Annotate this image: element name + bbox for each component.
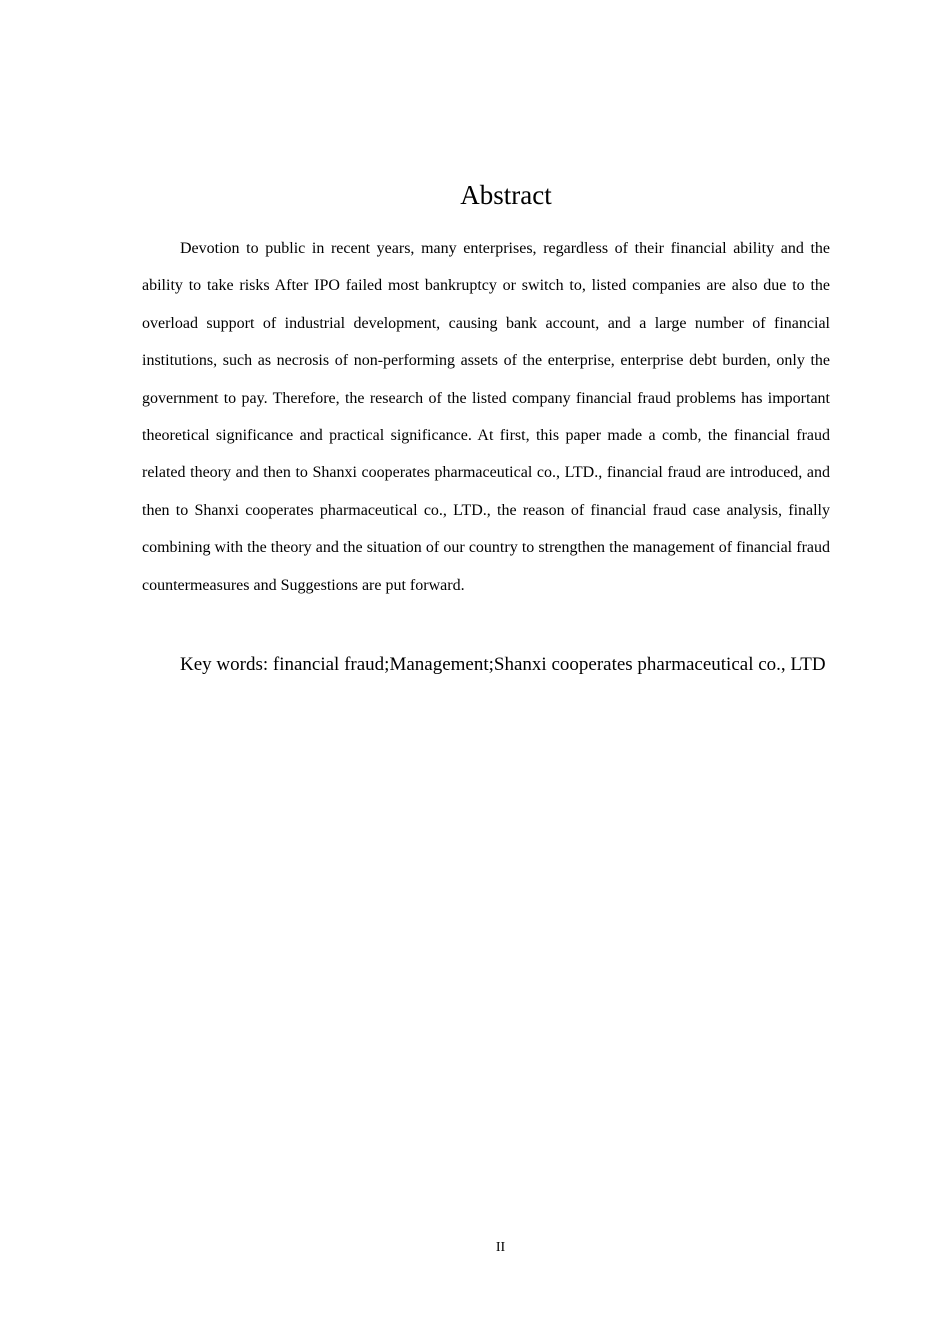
keywords-line: Key words: financial fraud;Management;Shanxi cooperates pharmaceutical co., LTD [180, 654, 826, 675]
abstract-title: Abstract [460, 180, 552, 210]
page-number: II [495, 1240, 506, 1255]
abstract-body-text: Devotion to public in recent years, many enterprises, regardless of their financial ability and the ability to take risks After IPO failed most bankruptcy or switch to, listed companies are also due to the overload support of industrial development, causing bank account, and a large number of financial institutions, such as necrosis of non-performing assets of the enterprise, enterprise debt burden, only the government to pay. Therefore, the research of the listed company financial fraud problems has important theoretical significance and practical significance. At first, this paper made a comb, the financial fraud related theory and then to Shanxi cooperates pharmaceutical co., LTD., financial fraud are introduced, and then to Shanxi cooperates pharmaceutical co., LTD., the reason of financial fraud case analysis, finally combining with the theory and the situation of our country to strengthen the management of financial fraud countermeasures and Suggestions are put forward. [142, 240, 830, 594]
